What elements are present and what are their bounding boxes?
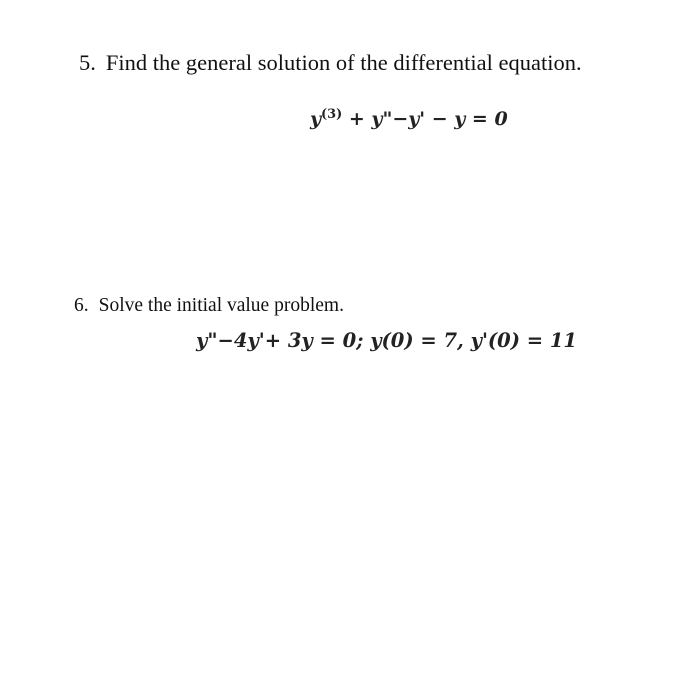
- problem-5-number: 5.: [79, 50, 96, 75]
- problem-6-heading: [74, 295, 344, 317]
- problem-5-equation-base: y: [310, 108, 322, 130]
- problem-5-equation: [310, 108, 508, 130]
- problem-5-equation-superscript: (3): [321, 106, 343, 122]
- problem-5-heading: [79, 50, 582, 76]
- problem-6-equation: y"−4y'+ 3y = 0; y(0) = 7, y'(0) = 11: [196, 329, 577, 352]
- problem-6-number: 6.: [74, 295, 89, 316]
- problem-6-prompt: Solve the initial value problem.: [98, 295, 344, 316]
- problem-5-prompt: Find the general solution of the differential equation.: [105, 50, 582, 75]
- problem-5-equation-rest: + y"−y' − y = 0: [342, 108, 508, 130]
